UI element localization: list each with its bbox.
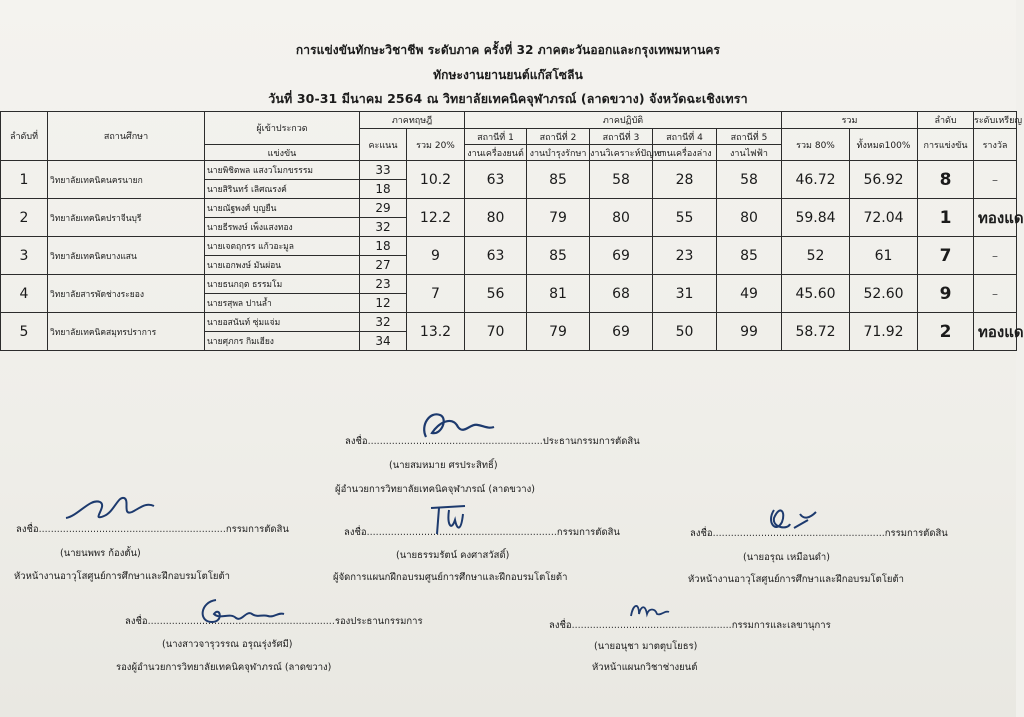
left-judge-role: กรรมการตัดสิน: [225, 524, 289, 535]
header-station-2: สถานีที่ 2: [527, 129, 590, 145]
signature-line-left-judge: ลงชื่อ..............................................................กรรมการตัดสิน: [16, 524, 289, 535]
row-theory-total: 12.2: [407, 199, 465, 237]
middle-judge-name: (นายธรรมรัตน์ คงศาสวัสดิ์): [396, 550, 510, 561]
header-sum-80: รวม 80%: [782, 129, 850, 161]
row-station-4: 28: [653, 161, 717, 199]
row-station-1: 63: [465, 161, 527, 199]
table-row: [1, 275, 1017, 294]
header-award-sub: รางวัล: [974, 129, 1017, 161]
sign-prefix: ลงชื่อ: [344, 527, 367, 538]
row-station-5: 99: [717, 313, 782, 351]
document-title: การแข่งขันทักษะวิชาชีพ ระดับภาค ครั้งที่ 32 ภาคตะวันออกและกรุงเทพมหานคร: [295, 43, 721, 57]
row-station-1: 80: [465, 199, 527, 237]
table-row: [1, 237, 1017, 256]
row-sum-80: 52: [782, 237, 850, 275]
row-theory-score-1: 33: [360, 161, 407, 180]
signature-line-vice-chair: ลงชื่อ..............................................................รองประธานกรรมการ: [125, 616, 423, 627]
row-rank: 8: [918, 161, 974, 199]
row-theory-score-1: 29: [360, 199, 407, 218]
row-award: ทองแด: [974, 199, 1017, 237]
header-theory-total: รวม 20%: [407, 129, 465, 161]
header-task-3: งานวิเคราะห์ปัญหา: [590, 145, 653, 161]
row-station-2: 85: [527, 161, 590, 199]
right-judge-name: (นายอรุณ เหมือนดำ): [743, 552, 830, 563]
right-judge-role: กรรมการตัดสิน: [884, 528, 948, 539]
row-school: วิทยาลัยเทคนิคปราจีนบุรี: [48, 199, 205, 237]
row-award: –: [974, 161, 1017, 199]
table-row: [1, 313, 1017, 332]
row-competitor-1: นายพิชิตพล แสงวโมกขรรรม: [205, 161, 360, 180]
vice-chair-role: รองประธานกรรมการ: [334, 616, 423, 627]
row-station-4: 23: [653, 237, 717, 275]
header-theory: ภาคทฤษฎี: [360, 112, 465, 129]
row-award: –: [974, 237, 1017, 275]
row-theory-score-2: 18: [360, 180, 407, 199]
header-station-5: สถานีที่ 5: [717, 129, 782, 145]
row-rank: 2: [918, 313, 974, 351]
header-station-4: สถานีที่ 4: [653, 129, 717, 145]
header-station-1: สถานีที่ 1: [465, 129, 527, 145]
right-judge-signature-mark: [760, 500, 830, 540]
sign-prefix: ลงชื่อ: [125, 616, 148, 627]
document-subtitle: ทักษะงานยานยนต์แก๊สโซลีน: [433, 68, 583, 82]
header-task-1: งานเครื่องยนต์: [465, 145, 527, 161]
middle-judge-role: กรรมการตัดสิน: [556, 527, 620, 538]
row-competitor-2: นายศุภกร กิมเฮียง: [205, 332, 360, 351]
row-number: 4: [1, 275, 48, 313]
chair-name: (นายสมหมาย ศรประสิทธิ์): [389, 460, 498, 471]
row-school: วิทยาลัยเทคนิคบางแสน: [48, 237, 205, 275]
row-station-5: 80: [717, 199, 782, 237]
row-sum-80: 45.60: [782, 275, 850, 313]
middle-judge-signature-mark: [425, 500, 475, 540]
row-number: 3: [1, 237, 48, 275]
row-station-2: 79: [527, 199, 590, 237]
left-judge-signature-mark: [60, 488, 160, 528]
row-station-5: 49: [717, 275, 782, 313]
results-table: [0, 111, 1024, 351]
chair-signature-mark: [418, 405, 498, 445]
middle-judge-title: ผู้จัดการแผนกฝึกอบรมศูนย์การศึกษาและฝึกอบรมโตโยต้า: [333, 572, 568, 583]
row-theory-score-2: 34: [360, 332, 407, 351]
row-station-3: 69: [590, 313, 653, 351]
row-station-4: 31: [653, 275, 717, 313]
left-judge-title: หัวหน้างานอาวุโสศูนย์การศึกษาและฝึกอบรมโตโยต้า: [14, 571, 230, 582]
row-station-2: 85: [527, 237, 590, 275]
header-task-5: งานไฟฟ้า: [717, 145, 782, 161]
results-rows: [1, 161, 1024, 351]
secretary-title: หัวหน้าแผนกวิชาช่างยนต์: [592, 662, 698, 673]
row-station-2: 79: [527, 313, 590, 351]
row-school: วิทยาลัยเทคนิคนครนายก: [48, 161, 205, 199]
row-award: ทองแด: [974, 313, 1017, 351]
header-theory-score: คะแนน: [360, 129, 407, 161]
row-total-100: 71.92: [850, 313, 918, 351]
table-row: [1, 161, 1017, 180]
row-sum-80: 59.84: [782, 199, 850, 237]
row-theory-total: 7: [407, 275, 465, 313]
sign-prefix: ลงชื่อ: [549, 620, 572, 631]
row-total-100: 61: [850, 237, 918, 275]
row-station-5: 85: [717, 237, 782, 275]
row-theory-total: 13.2: [407, 313, 465, 351]
row-station-1: 70: [465, 313, 527, 351]
chair-role: ประธานกรรมการตัดสิน: [542, 436, 640, 447]
sign-prefix: ลงชื่อ: [345, 436, 368, 447]
row-rank: 1: [918, 199, 974, 237]
row-school: วิทยาลัยสารพัดช่างระยอง: [48, 275, 205, 313]
header-total-100: ทั้งหมด100%: [850, 129, 918, 161]
row-station-1: 63: [465, 237, 527, 275]
row-award: –: [974, 275, 1017, 313]
signature-line-secretary: ลงชื่อ.....................................................กรรมการและเลขานุการ: [549, 620, 831, 631]
secretary-signature-mark: [625, 596, 675, 626]
row-competitor-2: นายธีรพงษ์ เพ็งแสงทอง: [205, 218, 360, 237]
row-station-5: 58: [717, 161, 782, 199]
right-judge-title: หัวหน้างานอาวุโสศูนย์การศึกษาและฝึกอบรมโตโยต้า: [688, 574, 904, 585]
row-theory-score-2: 12: [360, 294, 407, 313]
vice-chair-name: (นางสาวจารุวรรณ อรุณรุ่งรัศมี): [162, 639, 293, 650]
signature-line-right-judge: ลงชื่อ.........................................................กรรมการตัดสิน: [690, 528, 948, 539]
header-rank: ลำดับที่: [1, 112, 48, 161]
header-station-3: สถานีที่ 3: [590, 129, 653, 145]
row-sum-80: 58.72: [782, 313, 850, 351]
row-rank: 9: [918, 275, 974, 313]
row-theory-score-2: 32: [360, 218, 407, 237]
document-date-venue: วันที่ 30-31 มีนาคม 2564 ณ วิทยาลัยเทคนิคจุฬาภรณ์ (ลาดขวาง) จังหวัดฉะเชิงเทรา: [268, 91, 748, 106]
row-station-3: 58: [590, 161, 653, 199]
row-theory-score-1: 23: [360, 275, 407, 294]
row-theory-total: 10.2: [407, 161, 465, 199]
header-order: ลำดับ: [918, 112, 974, 129]
row-total-100: 52.60: [850, 275, 918, 313]
header-task-4: งานเครื่องล่าง: [653, 145, 717, 161]
row-theory-score-2: 27: [360, 256, 407, 275]
row-competitor-1: นายอสนันท์ ซุ่มแจ่ม: [205, 313, 360, 332]
row-station-3: 69: [590, 237, 653, 275]
header-order-sub: การแข่งขัน: [918, 129, 974, 161]
row-theory-total: 9: [407, 237, 465, 275]
header-task-2: งานบำรุงรักษา: [527, 145, 590, 161]
row-school: วิทยาลัยเทคนิคสมุทรปราการ: [48, 313, 205, 351]
header-school: สถานศึกษา: [48, 112, 205, 161]
row-theory-score-1: 18: [360, 237, 407, 256]
left-judge-name: (นายนพพร ก้องตั้น): [60, 548, 141, 559]
header-competitor: ผู้เข้าประกวด: [205, 112, 360, 145]
row-station-3: 80: [590, 199, 653, 237]
header-sum: รวม: [782, 112, 918, 129]
sign-prefix: ลงชื่อ: [690, 528, 713, 539]
table-row: [1, 199, 1017, 218]
row-station-3: 68: [590, 275, 653, 313]
signature-line-chair: ลงชื่อ..........................................................ประธานกรรมการตัดสิน: [345, 436, 640, 447]
header-award: ระดับเหรียญ: [974, 112, 1017, 129]
row-total-100: 72.04: [850, 199, 918, 237]
vice-chair-title: รองผู้อำนวยการวิทยาลัยเทคนิคจุฬาภรณ์ (ลาดขวาง): [116, 662, 332, 673]
row-station-4: 55: [653, 199, 717, 237]
header-practical: ภาคปฏิบัติ: [465, 112, 782, 129]
vice-chair-signature-mark: [190, 592, 290, 632]
header-competitor-sub: แข่งขัน: [205, 145, 360, 161]
row-station-1: 56: [465, 275, 527, 313]
row-competitor-1: นายณัฐพงศ์ บุญยืน: [205, 199, 360, 218]
row-total-100: 56.92: [850, 161, 918, 199]
row-number: 5: [1, 313, 48, 351]
row-theory-score-1: 32: [360, 313, 407, 332]
sign-prefix: ลงชื่อ: [16, 524, 39, 535]
row-competitor-1: นายธนกฤต ธรรมโม: [205, 275, 360, 294]
chair-title: ผู้อำนวยการวิทยาลัยเทคนิคจุฬาภรณ์ (ลาดขวาง): [335, 484, 535, 495]
row-station-4: 50: [653, 313, 717, 351]
row-number: 1: [1, 161, 48, 199]
row-sum-80: 46.72: [782, 161, 850, 199]
row-number: 2: [1, 199, 48, 237]
row-competitor-2: นายเอกพงษ์ มันผ่อน: [205, 256, 360, 275]
row-competitor-2: นายรสุพล ปานล้ำ: [205, 294, 360, 313]
row-competitor-1: นายเจตฤกรร แก้วอะมูล: [205, 237, 360, 256]
signature-line-middle-judge: ลงชื่อ...............................................................กรรมการตัดสิน: [344, 527, 620, 538]
secretary-role: กรรมการและเลขานุการ: [731, 620, 831, 631]
secretary-name: (นายอนุชา มาตตุบโยธร): [594, 641, 698, 652]
row-competitor-2: นายสิรินทร์ เลิศณรงค์: [205, 180, 360, 199]
row-station-2: 81: [527, 275, 590, 313]
row-rank: 7: [918, 237, 974, 275]
